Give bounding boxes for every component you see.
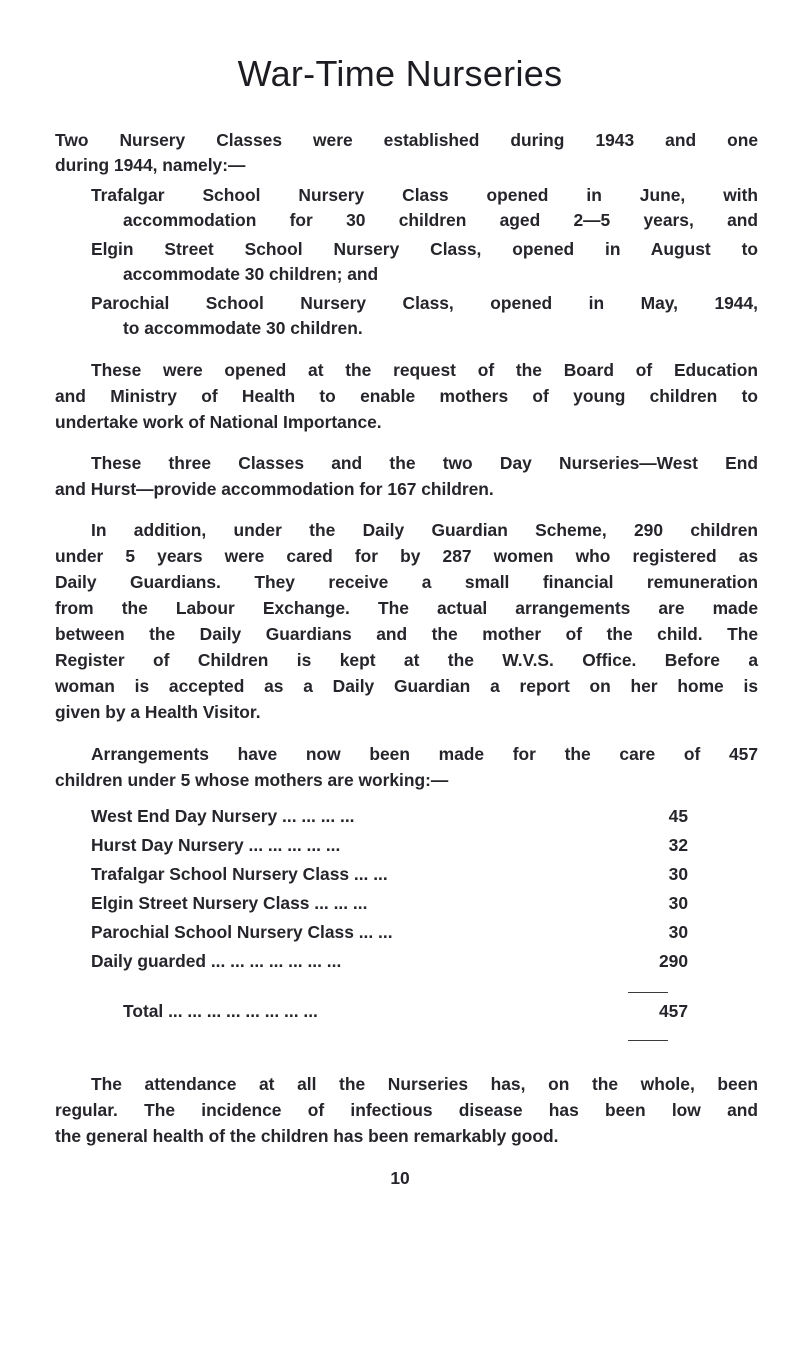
intro-line-2: during 1944, namely:—: [55, 155, 246, 175]
table-row-value: 32: [668, 835, 688, 855]
request-line-2: and Ministry of Health to enable mothers of young children to: [55, 386, 758, 406]
total-rule-bottom: [628, 1040, 668, 1041]
class-trafalgar-line-1: Trafalgar School Nursery Class opened in June, with: [91, 185, 758, 205]
table-row-value: 45: [668, 806, 688, 826]
class-trafalgar-line-2: accommodation for 30 children aged 2—5 years, and: [123, 210, 758, 230]
guardian-line-1: In addition, under the Daily Guardian Scheme, 290 children: [91, 520, 758, 540]
table-row-value: 30: [668, 922, 688, 942]
guardian-line-4: from the Labour Exchange. The actual arrangements are made: [55, 598, 758, 618]
table-row-value: 30: [668, 864, 688, 884]
table-row-label: Trafalgar School Nursery Class ... ...: [91, 864, 388, 884]
provide-line-1: These three Classes and the two Day Nurseries—West End: [91, 453, 758, 473]
guardian-line-3: Daily Guardians. They receive a small financial remuneration: [55, 572, 758, 592]
class-parochial-line-2: to accommodate 30 children.: [123, 318, 363, 338]
table-row-label: Elgin Street Nursery Class ... ... ...: [91, 893, 368, 913]
table-row-label: Hurst Day Nursery ... ... ... ... ...: [91, 835, 341, 855]
table-row-value: 30: [668, 893, 688, 913]
guardian-line-5: between the Daily Guardians and the mother of the child. The: [55, 624, 758, 644]
arrange-line-2: children under 5 whose mothers are working:—: [55, 770, 449, 790]
table-total-value: 457: [658, 1001, 688, 1021]
table-total-label: Total ... ... ... ... ... ... ... ...: [123, 1001, 318, 1021]
class-elgin-line-1: Elgin Street School Nursery Class, opened in August to: [91, 239, 758, 259]
page-title: War-Time Nurseries: [237, 53, 563, 94]
total-rule-top: [628, 992, 668, 993]
table-row-label: Parochial School Nursery Class ... ...: [91, 922, 393, 942]
attendance-line-1: The attendance at all the Nurseries has, on the whole, been: [91, 1074, 758, 1094]
request-line-1: These were opened at the request of the Board of Education: [91, 360, 758, 380]
table-row-label: Daily guarded ... ... ... ... ... ... ...: [91, 951, 342, 971]
provide-line-2: and Hurst—provide accommodation for 167 children.: [55, 479, 494, 499]
guardian-line-8: given by a Health Visitor.: [55, 702, 261, 722]
attendance-line-2: regular. The incidence of infectious disease has been low and: [55, 1100, 758, 1120]
class-elgin-line-2: accommodate 30 children; and: [123, 264, 379, 284]
guardian-line-6: Register of Children is kept at the W.V.S. Office. Before a: [55, 650, 758, 670]
page-number: 10: [390, 1168, 410, 1188]
class-parochial-line-1: Parochial School Nursery Class, opened in May, 1944,: [91, 293, 758, 313]
guardian-line-2: under 5 years were cared for by 287 women who registered as: [55, 546, 758, 566]
request-line-3: undertake work of National Importance.: [55, 412, 382, 432]
arrange-line-1: Arrangements have now been made for the care of 457: [91, 744, 758, 764]
intro-line-1: Two Nursery Classes were established during 1943 and one: [55, 130, 758, 150]
attendance-line-3: the general health of the children has been remarkably good.: [55, 1126, 559, 1146]
guardian-line-7: woman is accepted as a Daily Guardian a report on her home is: [55, 676, 758, 696]
table-row-label: West End Day Nursery ... ... ... ...: [91, 806, 355, 826]
table-row-value: 290: [658, 951, 688, 971]
